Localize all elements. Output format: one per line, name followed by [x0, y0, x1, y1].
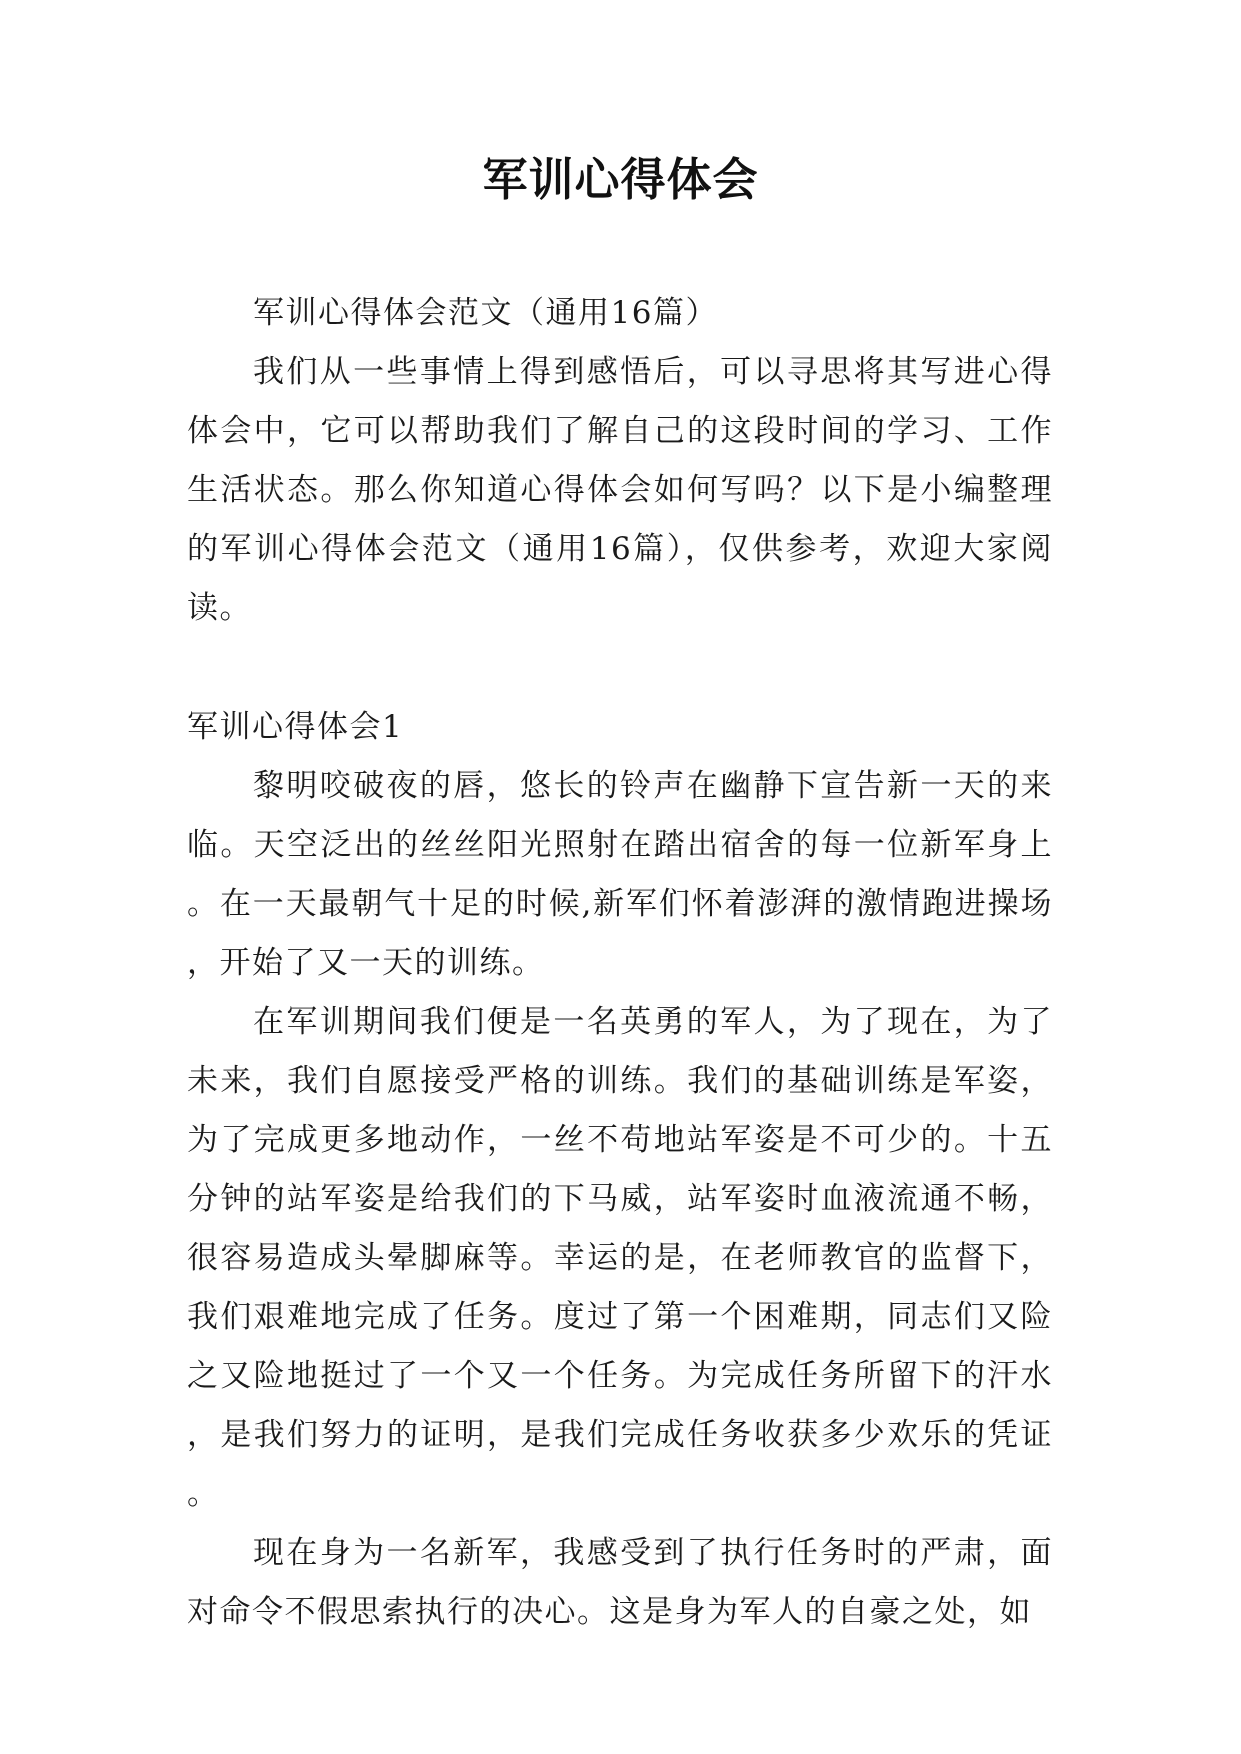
section-spacer — [187, 638, 1053, 698]
section-paragraph: 现在身为一名新军，我感受到了执行任务时的严肃，面对命令不假思索执行的决心。这是身为军人的自豪之处，如 — [187, 1535, 1053, 1630]
intro-paragraph: 我们从一些事情上得到感悟后，可以寻思将其写进心得体会中，它可以帮助我们了解自己的这段时间的学习、工作生活状态。那么你知道心得体会如何写吗？以下是小编整理的军训心得体会范文（通用16篇），仅供参考，欢迎大家阅读。 — [187, 354, 1053, 626]
section-heading: 军训心得体会1 — [187, 709, 404, 745]
document-title: 军训心得体会 — [482, 153, 759, 206]
intro-subtitle: 军训心得体会范文（通用16篇） — [253, 295, 718, 331]
section-paragraph: 在军训期间我们便是一名英勇的军人，为了现在，为了未来，我们自愿接受严格的训练。我们的基础训练是军姿，为了完成更多地动作，一丝不苟地站军姿是不可少的。十五分钟的站军姿是给我们的下马威，站军姿时血液流通不畅，很容易造成头晕脚麻等。幸运的是，在老师教官的监督下，我们艰难地完成了任务。度过了第一个困难期，同志们又险之又险地挺过了一个又一个任务。为完成任务所留下的汗水，是我们努力的证明，是我们完成任务收获多少欢乐的凭证。 — [187, 1004, 1053, 1512]
section-paragraph: 黎明咬破夜的唇，悠长的铃声在幽静下宣告新一天的来临。天空泛出的丝丝阳光照射在踏出宿舍的每一位新军身上。在一天最朝气十足的时候,新军们怀着澎湃的激情跑进操场，开始了又一天的训练。 — [187, 768, 1053, 981]
document-body — [187, 284, 1053, 1642]
